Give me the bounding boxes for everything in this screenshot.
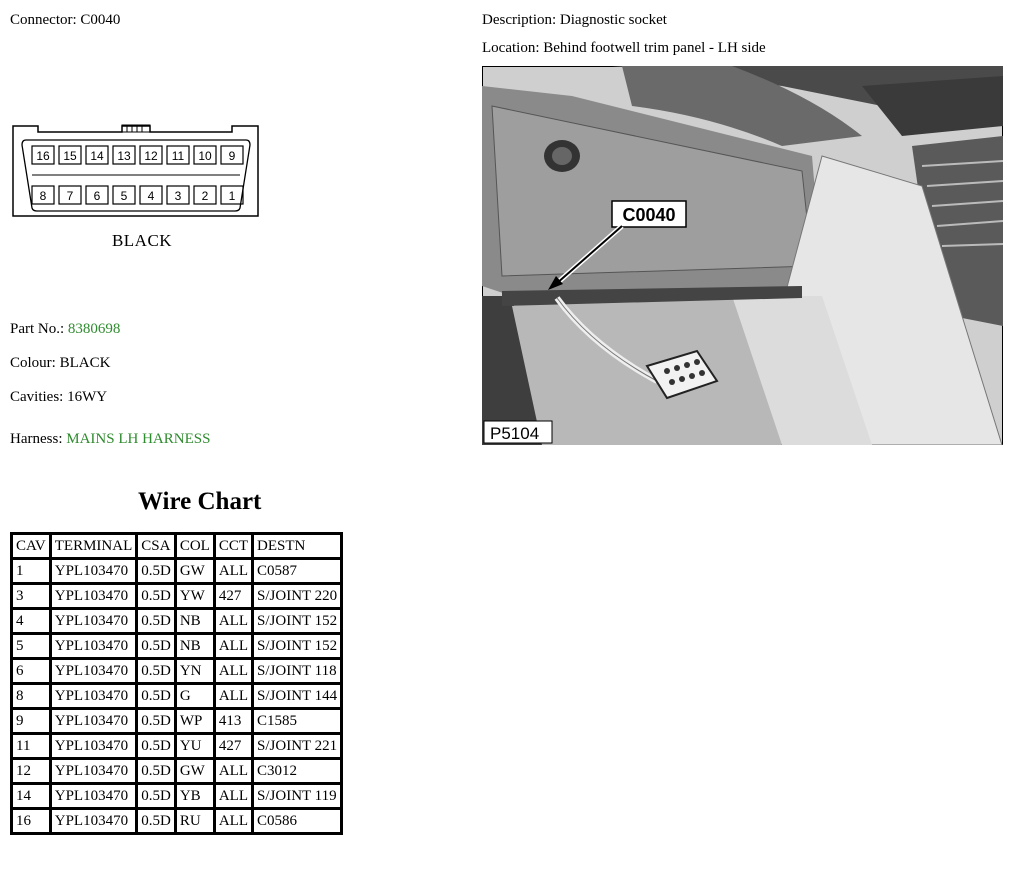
cell-destn: S/JOINT 119 (254, 785, 340, 807)
connector-colour-caption: BLACK (111, 231, 173, 250)
pin-label: 9 (228, 149, 236, 163)
cell-csa: 0.5D (138, 785, 174, 807)
wire-chart-title: Wire Chart (138, 488, 262, 515)
table-row (13, 685, 340, 707)
cell-col: GW (177, 560, 213, 582)
description-heading (482, 12, 667, 29)
part-no-label: Part No.: (10, 321, 65, 337)
pin-label: 3 (174, 189, 182, 203)
cell-destn: C1585 (254, 710, 340, 732)
cell-cav: 14 (13, 785, 49, 807)
cell-cav: 5 (13, 635, 49, 657)
cell-cav: 3 (13, 585, 49, 607)
cell-csa: 0.5D (138, 660, 174, 682)
cell-col: YB (177, 785, 213, 807)
cell-terminal: YPL103470 (52, 785, 136, 807)
pin-label: 15 (63, 149, 77, 163)
location-label: Location: (482, 40, 540, 56)
table-row (13, 810, 340, 832)
cavities-line (10, 389, 107, 406)
cell-cct: ALL (216, 810, 251, 832)
pin-label: 13 (117, 149, 131, 163)
cell-col: RU (177, 810, 213, 832)
table-row (13, 585, 340, 607)
column-header: CSA (138, 535, 174, 557)
pin-label: 5 (120, 189, 128, 203)
cell-destn: S/JOINT 220 (254, 585, 340, 607)
connector-face-diagram (10, 118, 265, 253)
cell-cct: 413 (216, 710, 251, 732)
harness-line (10, 431, 210, 448)
cell-csa: 0.5D (138, 810, 174, 832)
cell-terminal: YPL103470 (52, 610, 136, 632)
top-pin-row (32, 146, 243, 164)
cell-destn: C0586 (254, 810, 340, 832)
cell-cct: ALL (216, 785, 251, 807)
cell-col: YW (177, 585, 213, 607)
cell-csa: 0.5D (138, 710, 174, 732)
description-value: Diagnostic socket (559, 12, 667, 28)
harness-link[interactable]: MAINS LH HARNESS (66, 431, 211, 447)
pin-label: 14 (90, 149, 104, 163)
cell-terminal: YPL103470 (52, 560, 136, 582)
connector-value: C0040 (80, 12, 121, 28)
cell-destn: S/JOINT 144 (254, 685, 340, 707)
cell-terminal: YPL103470 (52, 735, 136, 757)
cell-terminal: YPL103470 (52, 660, 136, 682)
cell-destn: C0587 (254, 560, 340, 582)
pin-label: 1 (228, 189, 236, 203)
pin-label: 4 (147, 189, 155, 203)
cell-csa: 0.5D (138, 635, 174, 657)
column-header: COL (177, 535, 213, 557)
location-photo (482, 66, 1003, 445)
cell-destn: C3012 (254, 760, 340, 782)
wire-chart-table (10, 532, 343, 835)
table-row (13, 785, 340, 807)
part-no-link[interactable]: 8380698 (67, 321, 121, 337)
pin-label: 11 (171, 149, 185, 163)
cell-destn: S/JOINT 152 (254, 635, 340, 657)
colour-line (10, 355, 110, 372)
table-row (13, 735, 340, 757)
cell-cav: 9 (13, 710, 49, 732)
cell-col: YU (177, 735, 213, 757)
cell-terminal: YPL103470 (52, 810, 136, 832)
cell-col: NB (177, 610, 213, 632)
cell-csa: 0.5D (138, 685, 174, 707)
table-row (13, 610, 340, 632)
cell-terminal: YPL103470 (52, 635, 136, 657)
pin-label: 2 (201, 189, 209, 203)
column-header: DESTN (254, 535, 340, 557)
cell-col: G (177, 685, 213, 707)
cell-terminal: YPL103470 (52, 685, 136, 707)
cell-col: WP (177, 710, 213, 732)
callout-label: C0040 (622, 205, 676, 225)
cell-cct: 427 (216, 735, 251, 757)
pin-label: 12 (144, 149, 158, 163)
cell-cav: 16 (13, 810, 49, 832)
cell-col: NB (177, 635, 213, 657)
cell-csa: 0.5D (138, 735, 174, 757)
pin-label: 6 (93, 189, 101, 203)
cell-csa: 0.5D (138, 610, 174, 632)
cell-cav: 6 (13, 660, 49, 682)
cell-col: GW (177, 760, 213, 782)
table-row (13, 760, 340, 782)
cell-cav: 8 (13, 685, 49, 707)
cell-destn: S/JOINT 118 (254, 660, 340, 682)
cell-csa: 0.5D (138, 585, 174, 607)
column-header: TERMINAL (52, 535, 136, 557)
pin-label: 10 (198, 149, 212, 163)
cell-terminal: YPL103470 (52, 585, 136, 607)
cell-cct: ALL (216, 560, 251, 582)
cell-terminal: YPL103470 (52, 710, 136, 732)
connector-label: Connector: (10, 12, 77, 28)
table-row (13, 560, 340, 582)
cell-cct: ALL (216, 610, 251, 632)
part-no-line (10, 321, 120, 338)
description-label: Description: (482, 12, 557, 28)
location-heading (482, 40, 766, 57)
cell-cav: 1 (13, 560, 49, 582)
cell-col: YN (177, 660, 213, 682)
pin-label: 7 (66, 189, 74, 203)
column-header: CAV (13, 535, 49, 557)
cell-csa: 0.5D (138, 760, 174, 782)
cell-cct: ALL (216, 635, 251, 657)
pin-label: 8 (39, 189, 47, 203)
cell-terminal: YPL103470 (52, 760, 136, 782)
location-value: Behind footwell trim panel - LH side (543, 40, 766, 56)
cavities-label: Cavities: (10, 389, 64, 405)
cell-csa: 0.5D (138, 560, 174, 582)
connector-heading (10, 12, 120, 29)
column-header: CCT (216, 535, 251, 557)
pin-label: 16 (36, 149, 50, 163)
colour-value: BLACK (59, 355, 111, 371)
cell-cct: ALL (216, 685, 251, 707)
table-header-row (13, 535, 340, 557)
cell-cct: 427 (216, 585, 251, 607)
figure-id: P5104 (490, 424, 540, 443)
bottom-pin-row (32, 186, 243, 204)
colour-label: Colour: (10, 355, 56, 371)
table-row (13, 660, 340, 682)
harness-label: Harness: (10, 431, 63, 447)
table-row (13, 710, 340, 732)
cell-cav: 11 (13, 735, 49, 757)
table-row (13, 635, 340, 657)
cell-destn: S/JOINT 152 (254, 610, 340, 632)
cell-cav: 4 (13, 610, 49, 632)
cell-cct: ALL (216, 660, 251, 682)
cell-cav: 12 (13, 760, 49, 782)
cell-cct: ALL (216, 760, 251, 782)
cavities-value: 16WY (67, 389, 108, 405)
cell-destn: S/JOINT 221 (254, 735, 340, 757)
